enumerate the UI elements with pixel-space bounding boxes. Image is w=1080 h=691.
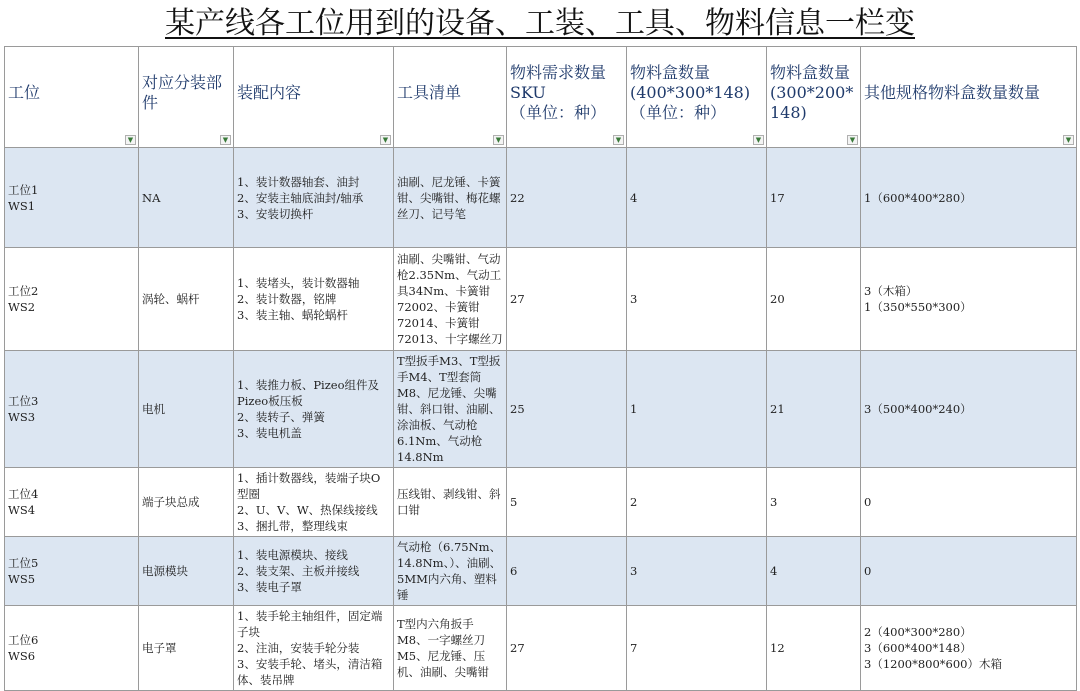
cell-box-400[interactable]: [627, 606, 767, 691]
cell-sku[interactable]: [507, 351, 627, 468]
cell-box-300[interactable]: [767, 537, 861, 606]
filter-dropdown-icon[interactable]: ▼: [493, 135, 504, 145]
table-row: [5, 351, 1077, 468]
table-row: [5, 468, 1077, 537]
cell-text: 3: [770, 495, 778, 509]
cell-line: 工位6: [8, 633, 39, 647]
cell-text: 12: [770, 641, 785, 655]
cell-station[interactable]: [5, 351, 139, 468]
station-table: [4, 46, 1077, 691]
cell-box-400[interactable]: [627, 248, 767, 351]
cell-tools[interactable]: [394, 148, 507, 248]
table-body: [5, 148, 1077, 691]
header-label: 对应分装部件: [142, 73, 223, 112]
filter-dropdown-icon[interactable]: ▼: [847, 135, 858, 145]
cell-line: 1、装电源模块、接线: [237, 548, 348, 562]
header-row: [5, 47, 1077, 148]
cell-content[interactable]: [234, 351, 394, 468]
cell-other[interactable]: [861, 248, 1077, 351]
cell-part[interactable]: [139, 248, 234, 351]
cell-sku[interactable]: [507, 148, 627, 248]
cell-tools[interactable]: [394, 537, 507, 606]
cell-text: 电机: [142, 402, 165, 416]
cell-tools[interactable]: [394, 351, 507, 468]
header-label: 工具清单: [397, 83, 462, 102]
header-label: 其他规格物料盒数量数量: [864, 83, 1041, 102]
cell-sku[interactable]: [507, 468, 627, 537]
header-tools: [394, 47, 507, 148]
cell-station[interactable]: [5, 248, 139, 351]
cell-text: 3: [630, 292, 638, 306]
cell-text: 气动枪（6.75Nm、14.8Nm、）、油刷、5MM内六角、塑料锤: [397, 540, 502, 602]
cell-text: 3: [630, 564, 638, 578]
cell-other[interactable]: [861, 148, 1077, 248]
header-box-300: [767, 47, 861, 148]
cell-line: WS3: [8, 410, 36, 424]
header-label: 物料盒数量 (400*300*148) （单位：种）: [630, 63, 751, 122]
cell-line: 2、注油，安装手轮分装: [237, 641, 360, 655]
cell-line: 2、U、V、W、热保线接线: [237, 503, 378, 517]
cell-line: 1、装手轮主轴组件，固定端子块: [237, 609, 383, 639]
cell-text: 电子罩: [142, 641, 177, 655]
cell-line: WS6: [8, 649, 36, 663]
cell-line: 3、安装手轮、堵头，清洁箱体、装吊牌: [237, 657, 383, 687]
filter-dropdown-icon[interactable]: ▼: [125, 135, 136, 145]
cell-text: 压线钳、剥线钳、斜口钳: [397, 487, 501, 517]
cell-line: 3、捆扎带，整理线束: [237, 519, 348, 533]
cell-box-300[interactable]: [767, 468, 861, 537]
table-row: [5, 148, 1077, 248]
cell-other[interactable]: [861, 606, 1077, 691]
cell-station[interactable]: [5, 148, 139, 248]
cell-box-400[interactable]: [627, 537, 767, 606]
table-row: [5, 248, 1077, 351]
cell-line: 0: [864, 564, 872, 578]
cell-text: 油刷、尼龙锤、卡簧钳、尖嘴钳、梅花螺丝刀、记号笔: [397, 174, 501, 221]
cell-line: 3、装电机盖: [237, 426, 302, 440]
cell-other[interactable]: [861, 468, 1077, 537]
filter-dropdown-icon[interactable]: ▼: [380, 135, 391, 145]
cell-text: 21: [770, 402, 785, 416]
cell-content[interactable]: [234, 537, 394, 606]
cell-text: T型内六角扳手M8、一字螺丝刀M5、尼龙锤、压机、油刷、尖嘴钳: [397, 617, 489, 679]
cell-content[interactable]: [234, 148, 394, 248]
filter-dropdown-icon[interactable]: ▼: [613, 135, 624, 145]
cell-station[interactable]: [5, 537, 139, 606]
cell-sku[interactable]: [507, 248, 627, 351]
cell-other[interactable]: [861, 351, 1077, 468]
cell-line: 1、插计数器线，装端子块O型圈: [237, 471, 381, 501]
cell-line: WS1: [8, 198, 36, 213]
cell-text: NA: [142, 190, 161, 205]
cell-box-300[interactable]: [767, 248, 861, 351]
cell-text: 6: [510, 564, 518, 578]
cell-line: WS2: [8, 300, 36, 314]
cell-text: 1: [630, 402, 638, 416]
cell-line: 工位3: [8, 394, 39, 408]
cell-line: 工位5: [8, 556, 39, 570]
header-sku: [507, 47, 627, 148]
cell-line: 工位1: [8, 182, 39, 197]
cell-text: 20: [770, 292, 785, 306]
cell-line: 3、安装切换杆: [237, 206, 314, 221]
cell-line: 2、装计数器，铭牌: [237, 292, 337, 306]
cell-line: 3（600*400*148）: [864, 641, 972, 655]
cell-line: 3、装主轴、蜗轮蜗杆: [237, 308, 348, 322]
header-part: [139, 47, 234, 148]
cell-box-300[interactable]: [767, 351, 861, 468]
cell-line: 1、装推力板、Pizeo组件及Pizeo板压板: [237, 378, 380, 408]
cell-text: 涡轮、蜗杆: [142, 292, 200, 306]
cell-other[interactable]: [861, 537, 1077, 606]
cell-line: 0: [864, 495, 872, 509]
cell-line: WS5: [8, 572, 36, 586]
cell-content[interactable]: [234, 468, 394, 537]
cell-text: 5: [510, 495, 518, 509]
header-label: 装配内容: [237, 83, 302, 102]
cell-text: 17: [770, 190, 785, 205]
header-other: [861, 47, 1077, 148]
cell-part[interactable]: [139, 468, 234, 537]
cell-box-300[interactable]: [767, 606, 861, 691]
cell-line: 2（400*300*280）: [864, 625, 972, 639]
cell-content[interactable]: [234, 606, 394, 691]
cell-part[interactable]: [139, 537, 234, 606]
cell-line: 3（木箱）: [864, 284, 918, 298]
cell-text: 27: [510, 292, 525, 306]
cell-line: 3（1200*800*600）木箱: [864, 657, 1002, 671]
cell-line: 工位2: [8, 284, 39, 298]
cell-line: 1（350*550*300）: [864, 300, 972, 314]
cell-box-400[interactable]: [627, 351, 767, 468]
cell-part[interactable]: [139, 606, 234, 691]
header-content: [234, 47, 394, 148]
cell-tools[interactable]: [394, 606, 507, 691]
cell-content[interactable]: [234, 248, 394, 351]
filter-dropdown-icon[interactable]: ▼: [1063, 135, 1074, 145]
cell-tools[interactable]: [394, 468, 507, 537]
cell-line: 1（600*400*280）: [864, 190, 972, 205]
cell-text: 油刷、尖嘴钳、气动枪2.35Nm、气动工具34Nm、卡簧钳72002、卡簧钳72014、卡簧钳72013、十字螺丝刀: [397, 252, 503, 346]
cell-station[interactable]: [5, 606, 139, 691]
cell-text: 端子块总成: [142, 495, 200, 509]
filter-dropdown-icon[interactable]: ▼: [220, 135, 231, 145]
cell-text: 7: [630, 641, 638, 655]
cell-box-400[interactable]: [627, 468, 767, 537]
cell-line: WS4: [8, 503, 36, 517]
cell-text: 4: [630, 190, 638, 205]
header-label: 物料需求数量SKU （单位：种）: [510, 63, 607, 122]
cell-sku[interactable]: [507, 606, 627, 691]
cell-text: 22: [510, 190, 525, 205]
table-row: [5, 606, 1077, 691]
cell-tools[interactable]: [394, 248, 507, 351]
cell-line: 2、装转子、弹簧: [237, 410, 325, 424]
cell-box-400[interactable]: [627, 148, 767, 248]
table-row: [5, 537, 1077, 606]
sheet-title: 某产线各工位用到的设备、工装、工具、物料信息一栏变: [165, 6, 915, 41]
cell-text: 27: [510, 641, 525, 655]
cell-part[interactable]: [139, 351, 234, 468]
cell-part[interactable]: [139, 148, 234, 248]
header-label: 物料盒数量 (300*200* 148): [770, 63, 854, 122]
cell-text: T型扳手M3、T型扳手M4、T型套筒M8、尼龙锤、尖嘴钳、斜口钳、油刷、涂油板、气动枪6.1Nm、气动枪14.8Nm: [397, 354, 501, 464]
cell-line: 2、装支架、主板并接线: [237, 564, 360, 578]
header-label: 工位: [8, 83, 41, 102]
cell-line: 1、装计数器轴套、油封: [237, 174, 360, 189]
cell-text: 电源模块: [142, 564, 188, 578]
cell-station[interactable]: [5, 468, 139, 537]
cell-line: 2、安装主轴底油封/轴承: [237, 190, 364, 205]
cell-line: 1、装堵头，装计数器轴: [237, 276, 360, 290]
cell-text: 25: [510, 402, 525, 416]
cell-line: 工位4: [8, 487, 39, 501]
cell-text: 4: [770, 564, 778, 578]
cell-line: 3（500*400*240）: [864, 402, 972, 416]
cell-box-300[interactable]: [767, 148, 861, 248]
cell-text: 2: [630, 495, 638, 509]
filter-dropdown-icon[interactable]: ▼: [753, 135, 764, 145]
header-station: [5, 47, 139, 148]
cell-line: 3、装电子罩: [237, 580, 302, 594]
header-box-400: [627, 47, 767, 148]
cell-sku[interactable]: [507, 537, 627, 606]
